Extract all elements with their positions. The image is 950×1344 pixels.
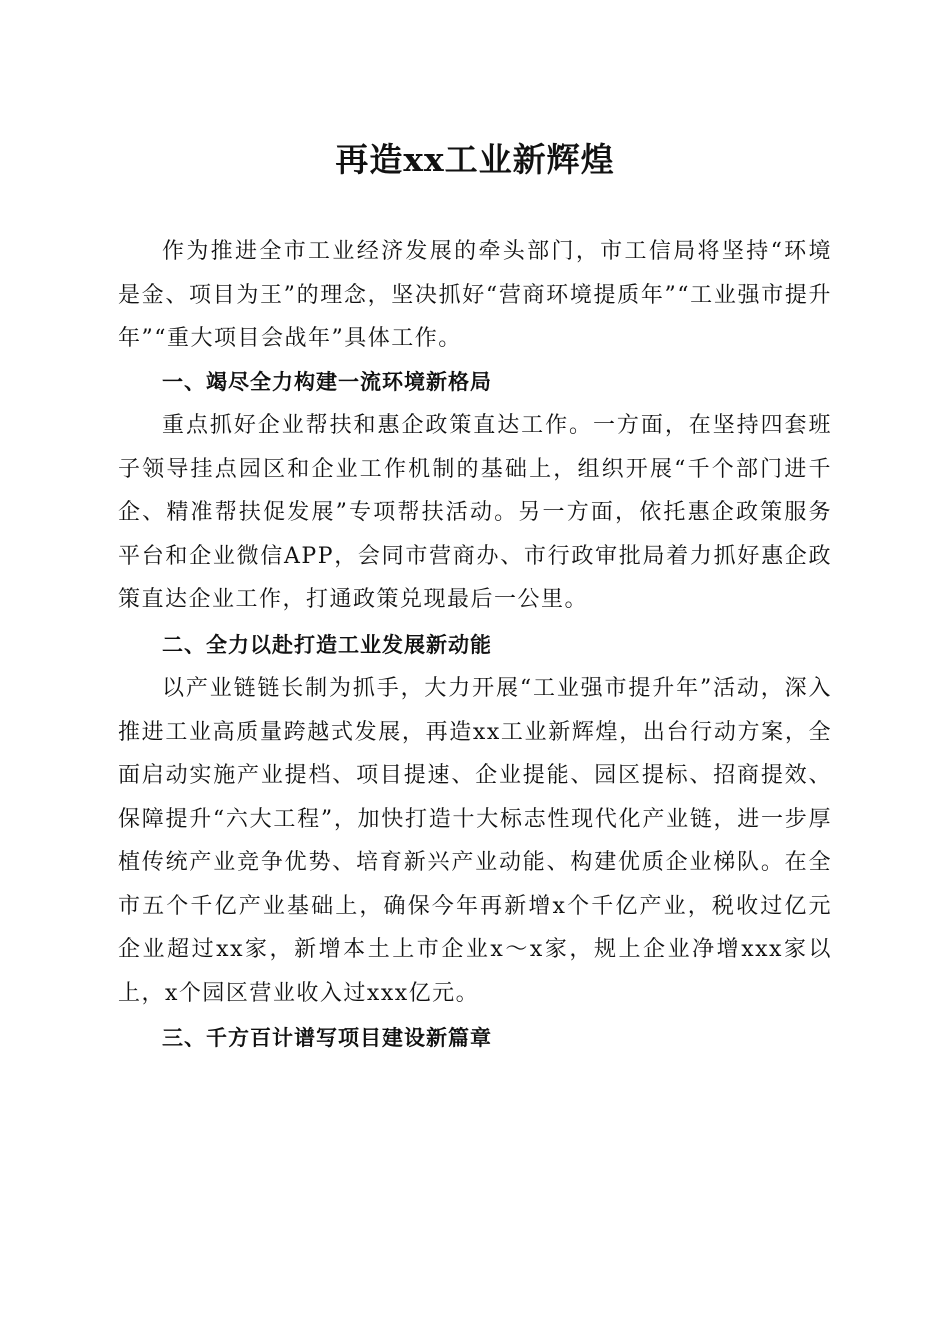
intro-paragraph: 作为推进全市工业经济发展的牵头部门，市工信局将坚持“环境是金、项目为王”的理念，坚决抓好“营商环境提质年”“工业强市提升年”“重大项目会战年”具体工作。 bbox=[118, 239, 832, 351]
section-2-heading: 二、全力以赴打造工业发展新动能 bbox=[162, 632, 492, 657]
document-body bbox=[118, 230, 832, 1061]
section-2-paragraph: 以产业链链长制为抓手，大力开展“工业强市提升年”活动，深入推进工业高质量跨越式发展，再造xx工业新辉煌，出台行动方案，全面启动实施产业提档、项目提速、企业提能、园区提标、招商提效、保障提升“六大工程”，加快打造十大标志性现代化产业链，进一步厚植传统产业竞争优势、培育新兴产业动能、构建优质企业梯队。在全市五个千亿产业基础上，确保今年再新增x个千亿产业，税收过亿元企业超过xx家，新增本土上市企业x～x家，规上企业净增xxx家以上，x个园区营业收入过xxx亿元。 bbox=[118, 676, 832, 1006]
document-title: 再造xx工业新辉煌 bbox=[335, 140, 615, 179]
section-3-heading: 三、千方百计谱写项目建设新篇章 bbox=[162, 1026, 492, 1050]
section-1-heading: 一、竭尽全力构建一流环境新格局 bbox=[162, 369, 492, 394]
section-1-paragraph: 重点抓好企业帮扶和惠企政策直达工作。一方面，在坚持四套班子领导挂点园区和企业工作机制的基础上，组织开展“千个部门进千企、精准帮扶促发展”专项帮扶活动。另一方面，依托惠企政策服务平台和企业微信APP，会同市营商办、市行政审批局着力抓好惠企政策直达企业工作，打通政策兑现最后一公里。 bbox=[118, 413, 832, 612]
